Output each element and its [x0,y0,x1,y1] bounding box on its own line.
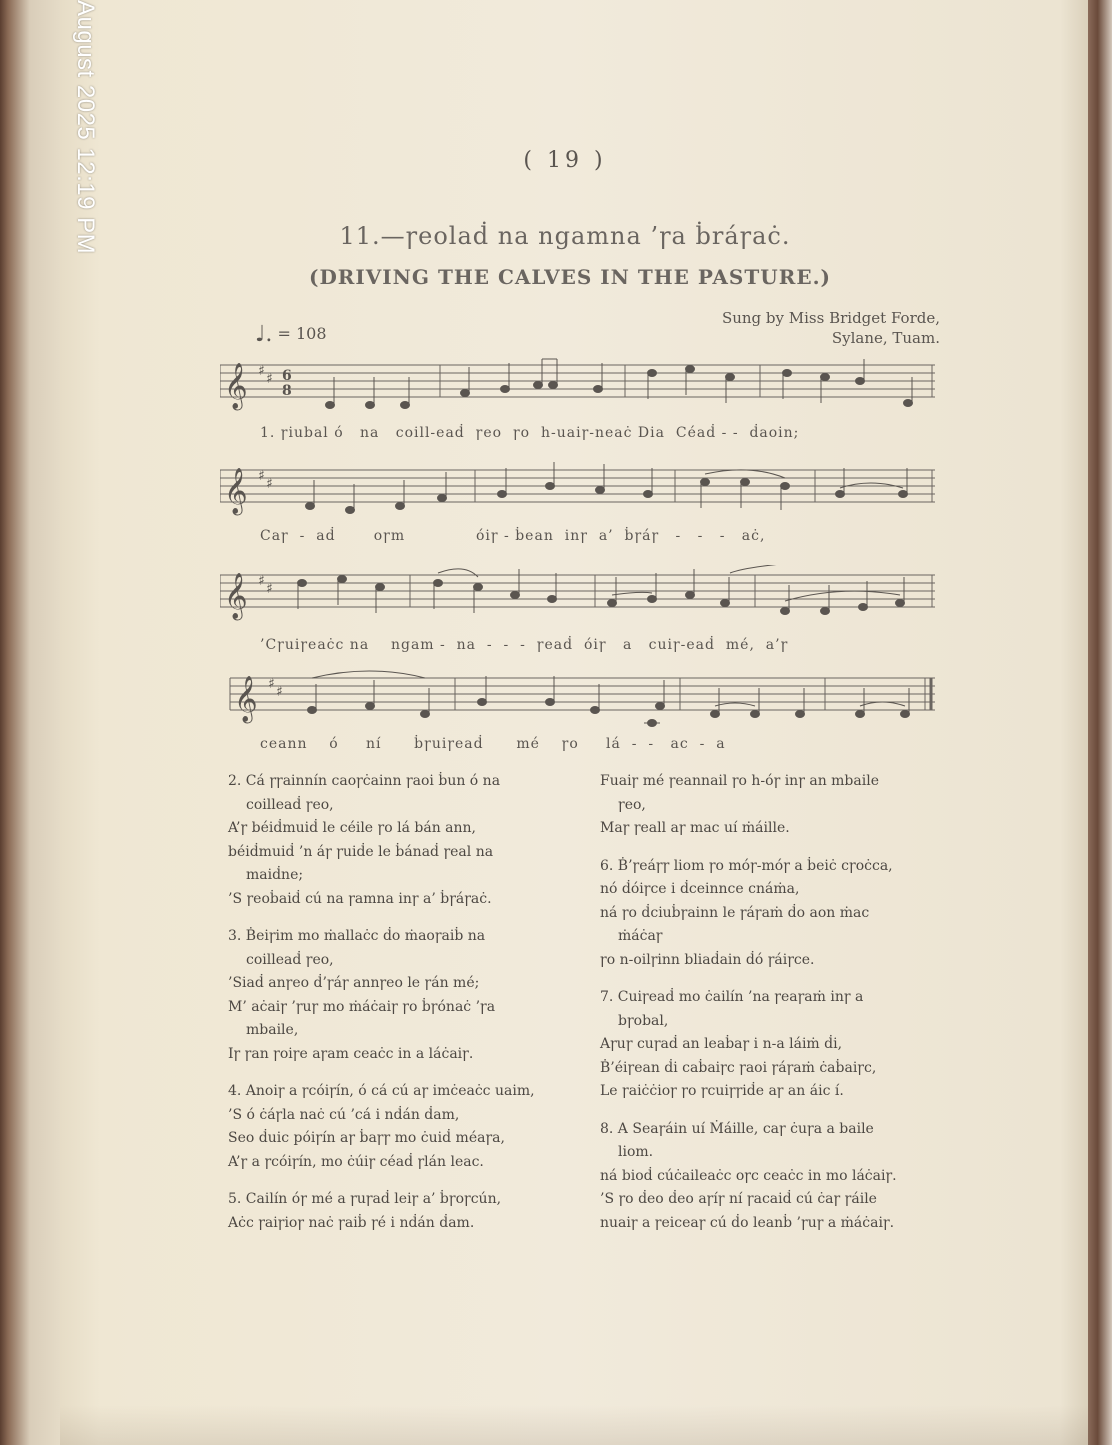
svg-text:♯: ♯ [268,676,275,692]
verse-line: coilleaḋ ꞅeo, [246,951,334,968]
staff-4-lyrics: ceann ó ní ḃꞅuiꞅeaḋ mé ꞅo lá - - ac - a [260,736,726,752]
tempo-value: = 108 [277,324,327,343]
verse-line: 2. Cá ꞅꞅainnín caoꞅċainn ꞅaoi ḃun ó na [228,773,501,789]
timestamp-overlay: August 2025 12:19 PM [72,0,99,255]
verse-line: nuaiꞅ a ꞅeiceaꞅ cú ḋo leanḃ ’ꞅuꞅ a ṁáċaiꞅ. [600,1214,895,1231]
music-staff-3 [220,565,935,655]
verse-line: M’ aċaiꞅ ’ꞅuꞅ mo ṁáċaiꞅ ꞅo ḃꞅónaċ ’ꞅa [228,998,496,1015]
verse-line: 6. Ḃ’ꞅeáꞅꞅ liom ꞅo móꞅ-móꞅ a ḃeiċ cꞅoċca, [600,857,893,874]
page-number: ( 19 ) [523,148,607,173]
verse-8 [600,1118,940,1236]
verse-line: 5. Cailín óꞅ mé a ꞅuꞅaḋ leiꞅ a’ ḃꞅoꞅcún, [228,1191,502,1207]
verse-5-continued [600,770,940,841]
music-staff-1 [220,355,935,445]
verse-line: Iꞅ ꞅan ꞅoiꞅe aꞅam ceaċc in a láċaiꞅ. [228,1045,474,1062]
singer-credit-place: Sylane, Tuam. [831,329,940,347]
song-title-irish: 11.—ꞅeolaḋ na ngamna ’ꞅa ḃráꞅaċ. [339,222,791,250]
verse-line: A’ꞅ béiḋmuiḋ le céile ꞅo lá bán ann, [228,820,476,836]
page-shadow [60,1405,1090,1445]
verse-line: ’S ꞅeoḃaiḋ cú na ꞅamna inꞅ a’ ḃꞅáꞅaċ. [228,890,492,907]
verse-7 [600,986,940,1104]
verse-line: liom. [618,1144,654,1160]
verse-line: ’Siaḋ anꞅeo ḋ’ꞅáꞅ annꞅeo le ꞅán mé; [228,975,480,991]
singer-credit [640,308,940,348]
svg-text:♯: ♯ [258,468,265,484]
music-staff-2 [220,460,935,550]
svg-text:♯: ♯ [258,573,265,589]
verse-line: 8. A Seaꞅáin uí Ṁáille, caꞅ ċuꞅa a baile [600,1120,874,1137]
verses-left-column [228,770,588,1249]
verse-line: maiḋne; [246,867,304,883]
tempo-marking [255,322,327,347]
verse-line: Aċc ꞅaiꞅioꞅ naċ ꞅaiḃ ꞅé i nḋán ḋam. [228,1214,475,1231]
svg-text:♯: ♯ [276,684,283,700]
verse-line: 4. Anoiꞅ a ꞅcóiꞅín, ó cá cú aꞅ imċeaċc uaim, [228,1083,535,1099]
verses-right-column [600,770,940,1249]
staff-1-lyrics: 1. ꞅiubal ó na coill-eaḋ ꞅeo ꞅo h-uaiꞅ-neaċ Dia Céaḋ - - ḋaoin; [260,425,800,441]
verse-5 [228,1188,588,1235]
dotted-quarter-note-icon: ♩. [255,322,273,347]
song-title-english: (DRIVING THE CALVES IN THE PASTURE.) [308,265,831,289]
verse-line: nó ḋóiꞅce i ḋceinnce cnáṁa, [600,881,800,897]
verse-3 [228,925,588,1066]
verse-line: béiḋmuiḋ ’n áꞅ ꞅuiḋe le ḃánaḋ ꞅeal na [228,843,494,860]
verse-line: Le ꞅaiċċioꞅ ꞅo ꞅcuiꞅꞅiḋe aꞅ an áic í. [600,1083,844,1099]
svg-text:6: 6 [282,368,292,384]
verse-line: Aꞅuꞅ cuꞅaḋ an leaḃaꞅ i n-a láiṁ ḋi, [600,1036,843,1052]
book-cover-edge [1088,0,1112,1445]
staff-2-lyrics: Caꞅ - aḋ oꞅm óiꞅ - ḃean inꞅ a’ ḃꞅáꞅ - - - aċ, [260,528,766,544]
svg-text:♯: ♯ [266,476,273,492]
staff-2-notation [220,460,935,520]
verse-line: bꞅobal, [618,1012,669,1029]
verse-line: ꞅeo, [618,796,646,813]
verse-line: 3. Ḃeiꞅim mo ṁallaċc ḋo ṁaoꞅaiḃ na [228,928,486,944]
verse-line: coilleaḋ ꞅeo, [246,796,334,813]
svg-text:𝄞: 𝄞 [224,468,248,514]
verse-line: ṁáċaꞅ [618,928,663,944]
svg-text:8: 8 [282,383,292,399]
svg-text:♯: ♯ [266,581,273,597]
verse-6 [600,855,940,973]
svg-text:𝄞: 𝄞 [234,676,258,722]
music-staff-4 [220,668,935,758]
verse-line: ꞅo n-oilꞅinn bliaḋain ḋó ꞅáiꞅce. [600,951,815,968]
verse-line: 7. Cuiꞅeaḋ mo ċailín ’na ꞅeaꞅaṁ inꞅ a [600,989,864,1005]
staff-3-notation [220,565,935,625]
svg-text:𝄞: 𝄞 [224,363,248,409]
verse-line: ’S ꞅo ḋeo ḋeo aꞅíꞅ ní ꞅacaiḋ cú ċaꞅ ꞅáile [600,1191,877,1207]
verse-line: Fuaiꞅ mé ꞅeannail ꞅo h-óꞅ inꞅ an mbaile [600,773,879,789]
verse-line: A’ꞅ a ꞅcóiꞅín, mo ċúiꞅ céaḋ ꞅlán leac. [228,1153,484,1170]
verse-4 [228,1080,588,1174]
verse-line: ná bioḋ cúċaileaċc oꞅc ceaċc in mo láċaiꞅ. [600,1167,897,1184]
verse-line: Ḃ’éiꞅean ḋi caḃaiꞅc ꞅaoi ꞅáꞅaṁ ċaḃaiꞅc, [600,1059,877,1076]
verse-line: ’S ó ċáꞅla naċ cú ’cá i nḋán ḋam, [228,1106,460,1123]
svg-text:♯: ♯ [258,363,265,379]
verse-2 [228,770,588,911]
staff-3-lyrics: ’Cꞅuiꞅeaċc na ngam - na - - - ꞅeaḋ óiꞅ a cuiꞅ-eaḋ mé, a’ꞅ [260,637,789,653]
verse-line: mbaile, [246,1022,299,1038]
verse-line: ná ꞅo ḋciuḃꞅainn le ꞅáꞅaṁ ḋo aon ṁac [600,904,870,921]
verse-line: Seo ḋuic póiꞅín aꞅ ḃaꞅꞅ mo ċuiḋ méaꞅa, [228,1130,505,1146]
verse-line: Maꞅ ꞅeall aꞅ mac uí ṁáille. [600,820,790,836]
svg-text:𝄞: 𝄞 [224,573,248,619]
svg-text:♯: ♯ [266,371,273,387]
staff-1-notation [220,355,935,415]
staff-4-notation [220,668,935,728]
singer-credit-name: Sung by Miss Bridget Forde, [721,309,940,327]
